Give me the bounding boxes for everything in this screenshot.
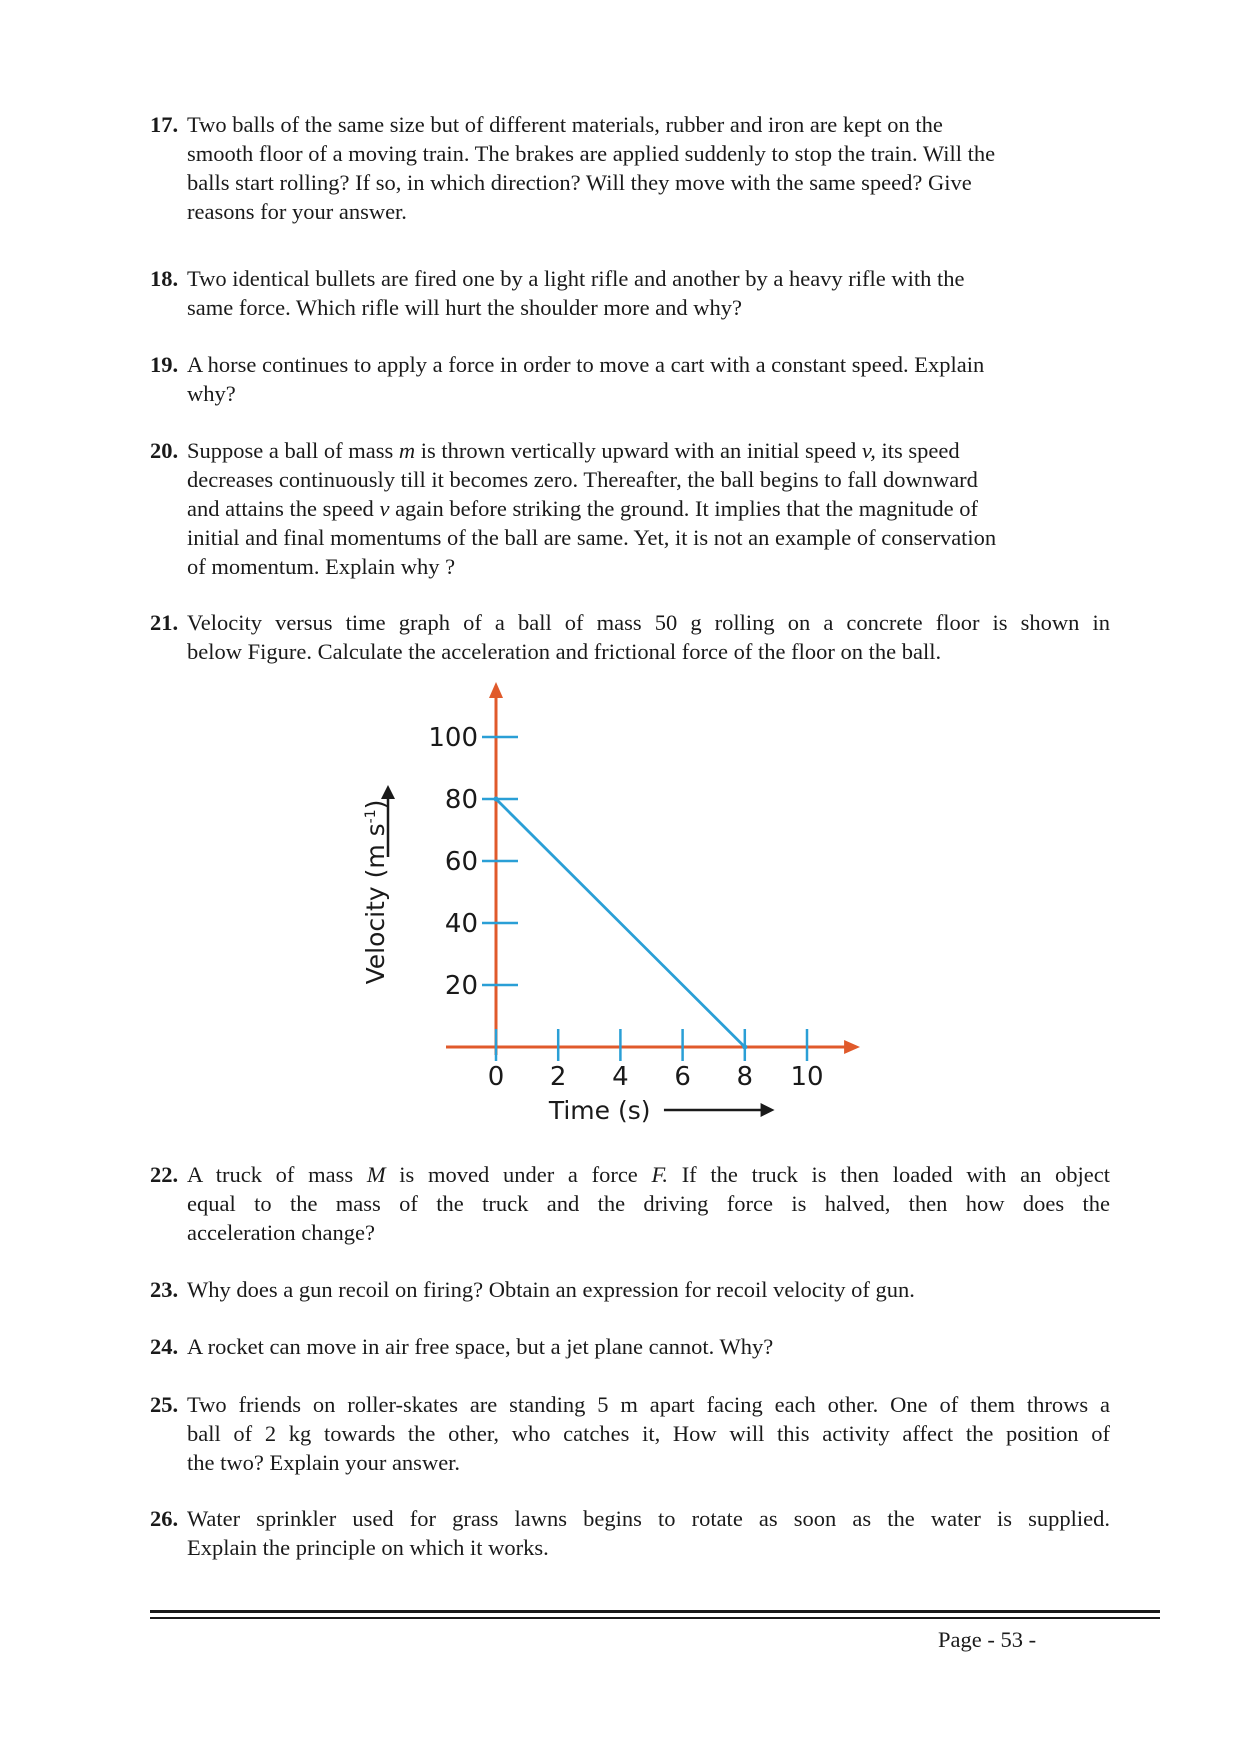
question-number: 25. xyxy=(150,1392,179,1417)
question-line: Why does a gun recoil on firing? Obtain an expression for recoil velocity of gun. xyxy=(187,1277,915,1302)
question-line: Two identical bullets are fired one by a light rifle and another by a heavy rifle with the xyxy=(187,266,965,291)
y-label-main: Velocity (m s xyxy=(361,823,390,985)
question-number: 18. xyxy=(150,266,179,291)
y-tick-label: 20 xyxy=(444,971,478,1001)
question-line: Water sprinkler used for grass lawns begins to rotate as soon as the water is supplied. xyxy=(187,1506,1110,1531)
text-run: its speed xyxy=(875,438,960,463)
labels xyxy=(361,723,824,1125)
question-number: 23. xyxy=(150,1277,179,1302)
question-21 xyxy=(150,608,1110,666)
x-label-arrowhead xyxy=(761,1103,775,1117)
text-run: again before striking the ground. It implies that the magnitude of xyxy=(389,496,979,521)
question-line: balls start rolling? If so, in which direction? Will they move with the same speed? Give xyxy=(187,170,972,195)
question-line: same force. Which rifle will hurt the shoulder more and why? xyxy=(187,295,743,320)
question-number: 22. xyxy=(150,1162,179,1187)
text-run: is moved under a force xyxy=(385,1162,652,1187)
question-line: Two balls of the same size but of different materials, rubber and iron are kept on the xyxy=(187,112,943,137)
question-line: smooth floor of a moving train. The brakes are applied suddenly to stop the train. Will the xyxy=(187,141,996,166)
y-axis-label xyxy=(361,800,390,985)
x-axis-arrowhead xyxy=(844,1040,860,1054)
question-20 xyxy=(150,436,1110,581)
question-line xyxy=(187,438,960,463)
text-run: is thrown vertically upward with an initial speed xyxy=(415,438,862,463)
question-18 xyxy=(150,264,1110,322)
question-number: 26. xyxy=(150,1506,179,1531)
question-line: Explain the principle on which it works. xyxy=(187,1535,549,1560)
velocity-time-graph xyxy=(360,672,860,1152)
x-tick-label: 4 xyxy=(612,1062,629,1092)
question-line: Velocity versus time graph of a ball of mass 50 g rolling on a concrete floor is shown in xyxy=(187,610,1110,635)
y-label-superscript: -1 xyxy=(363,809,379,824)
question-line: initial and final momentums of the ball are same. Yet, it is not an example of conservation xyxy=(187,525,997,550)
x-tick-label: 0 xyxy=(487,1062,505,1092)
y-label-arrowhead xyxy=(381,785,395,799)
y-tick-label: 60 xyxy=(444,847,478,877)
footer-rule-thick xyxy=(150,1610,1160,1613)
question-line: ball of 2 kg towards the other, who catches it, How will this activity affect the position of xyxy=(187,1421,1110,1446)
question-line: A horse continues to apply a force in order to move a cart with a constant speed. Explain xyxy=(187,352,985,377)
question-line xyxy=(187,1160,1110,1189)
question-line xyxy=(187,496,978,521)
question-line: of momentum. Explain why ? xyxy=(187,554,456,579)
text-run: Suppose a ball of mass xyxy=(187,438,399,463)
question-number: 21. xyxy=(150,610,179,635)
question-line: the two? Explain your answer. xyxy=(187,1450,461,1475)
text-run: If the truck is then loaded with an object xyxy=(667,1162,1111,1187)
symbol-m: m xyxy=(398,438,416,463)
symbol-M: M xyxy=(366,1162,386,1187)
y-label-close: ) xyxy=(361,799,390,810)
question-number: 20. xyxy=(150,438,179,463)
question-24 xyxy=(150,1332,1110,1361)
question-line: decreases continuously till it becomes zero. Thereafter, the ball begins to fall downward xyxy=(187,467,978,492)
question-line: why? xyxy=(187,381,236,406)
series xyxy=(494,797,748,1050)
question-22 xyxy=(150,1160,1110,1247)
question-line: below Figure. Calculate the acceleration and frictional force of the floor on the ball. xyxy=(187,639,942,664)
question-line: acceleration change? xyxy=(187,1220,375,1245)
question-17 xyxy=(150,110,1110,226)
footer-rule-thin xyxy=(150,1617,1160,1619)
text-run: and attains the speed xyxy=(187,496,380,521)
x-tick-label: 2 xyxy=(549,1062,567,1092)
question-line: reasons for your answer. xyxy=(187,199,407,224)
question-number: 17. xyxy=(150,112,179,137)
y-tick-label: 40 xyxy=(444,909,478,939)
x-axis-label: Time (s) xyxy=(548,1096,651,1125)
y-tick-label: 80 xyxy=(444,785,478,815)
question-line: equal to the mass of the truck and the driving force is halved, then how does the xyxy=(187,1191,1110,1216)
symbol-v: v xyxy=(379,496,390,521)
page-number: Page - 53 - xyxy=(938,1627,1037,1652)
ticks xyxy=(482,737,807,1061)
y-tick-label: 100 xyxy=(428,723,478,753)
symbol-F: F. xyxy=(651,1162,668,1187)
symbol-v: v, xyxy=(861,438,876,463)
question-number: 24. xyxy=(150,1334,179,1359)
y-axis-arrowhead xyxy=(489,682,503,698)
x-tick-label: 8 xyxy=(736,1062,754,1092)
x-tick-label: 10 xyxy=(790,1062,824,1092)
data-point xyxy=(494,797,499,802)
question-number: 19. xyxy=(150,352,179,377)
question-line: A rocket can move in air free space, but a jet plane cannot. Why? xyxy=(187,1334,774,1359)
question-23 xyxy=(150,1275,1110,1304)
question-25 xyxy=(150,1390,1110,1477)
question-19 xyxy=(150,350,1110,408)
question-line: Two friends on roller-skates are standing 5 m apart facing each other. One of them throws a xyxy=(187,1392,1110,1417)
text-run: A truck of mass xyxy=(187,1162,367,1187)
question-26 xyxy=(150,1504,1110,1562)
velocity-line xyxy=(496,799,745,1047)
x-tick-label: 6 xyxy=(674,1062,691,1092)
data-point xyxy=(742,1045,747,1050)
